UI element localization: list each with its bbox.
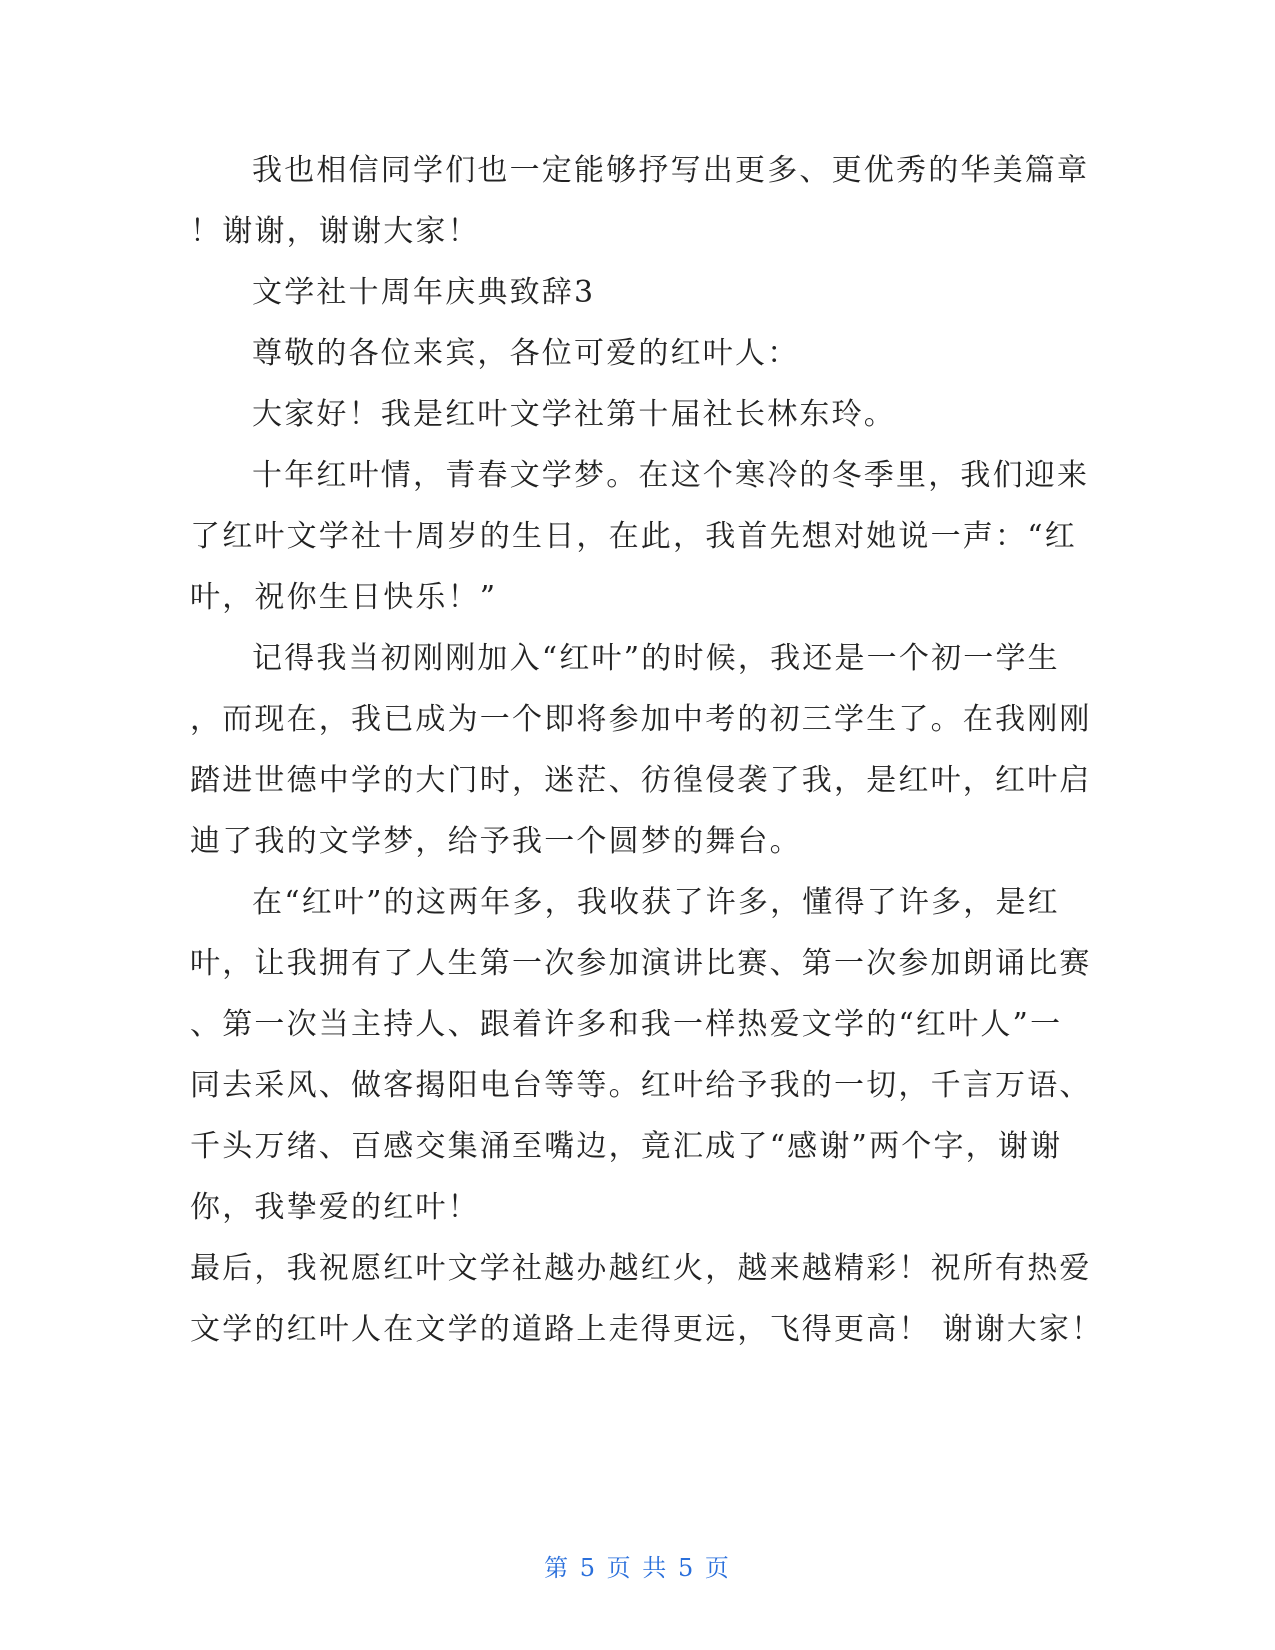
text-line: 你，我挚爱的红叶！ (190, 1190, 480, 1225)
text-line: 十年红叶情，青春文学梦。在这个寒冷的冬季里，我们迎来 (252, 458, 1090, 493)
page-number-footer: 第 5 页 共 5 页 (544, 1554, 731, 1582)
document-body (190, 140, 1104, 1360)
text-line: 在“红叶”的这两年多，我收获了许多，懂得了许多，是红 (252, 885, 1060, 920)
text-line: 记得我当初刚刚加入“红叶”的时候，我还是一个初一学生 (252, 641, 1060, 676)
text-line: 、第一次当主持人、跟着许多和我一样热爱文学的“红叶人”一 (190, 1007, 1063, 1042)
text-line: ！谢谢，谢谢大家！ (190, 214, 480, 249)
text-line: 踏进世德中学的大门时，迷茫、彷徨侵袭了我，是红叶，红叶启 (190, 763, 1092, 798)
text-line: 最后，我祝愿红叶文学社越办越红火，越来越精彩！祝所有热爱 (190, 1251, 1092, 1286)
text-line: 大家好！我是红叶文学社第十届社长林东玲。 (252, 397, 896, 432)
text-line: ，而现在，我已成为一个即将参加中考的初三学生了。在我刚刚 (190, 702, 1092, 737)
text-line: 文学的红叶人在文学的道路上走得更远，飞得更高！ 谢谢大家！ (190, 1312, 1104, 1347)
text-line: 叶，让我拥有了人生第一次参加演讲比赛、第一次参加朗诵比赛 (190, 946, 1092, 981)
salutation: 尊敬的各位来宾，各位可爱的红叶人： (252, 336, 800, 371)
text-line: 千头万绪、百感交集涌至嘴边，竟汇成了“感谢”两个字，谢谢 (190, 1129, 1063, 1164)
text-line: 同去采风、做客揭阳电台等等。红叶给予我的一切，千言万语、 (190, 1068, 1092, 1103)
text-line: 叶，祝你生日快乐！” (190, 580, 498, 615)
text-line: 了红叶文学社十周岁的生日，在此，我首先想对她说一声：“红 (190, 519, 1077, 554)
section-title: 文学社十周年庆典致辞3 (252, 275, 596, 310)
text-line: 迪了我的文学梦，给予我一个圆梦的舞台。 (190, 824, 802, 859)
text-line: 我也相信同学们也一定能够抒写出更多、更优秀的华美篇章 (252, 153, 1090, 188)
